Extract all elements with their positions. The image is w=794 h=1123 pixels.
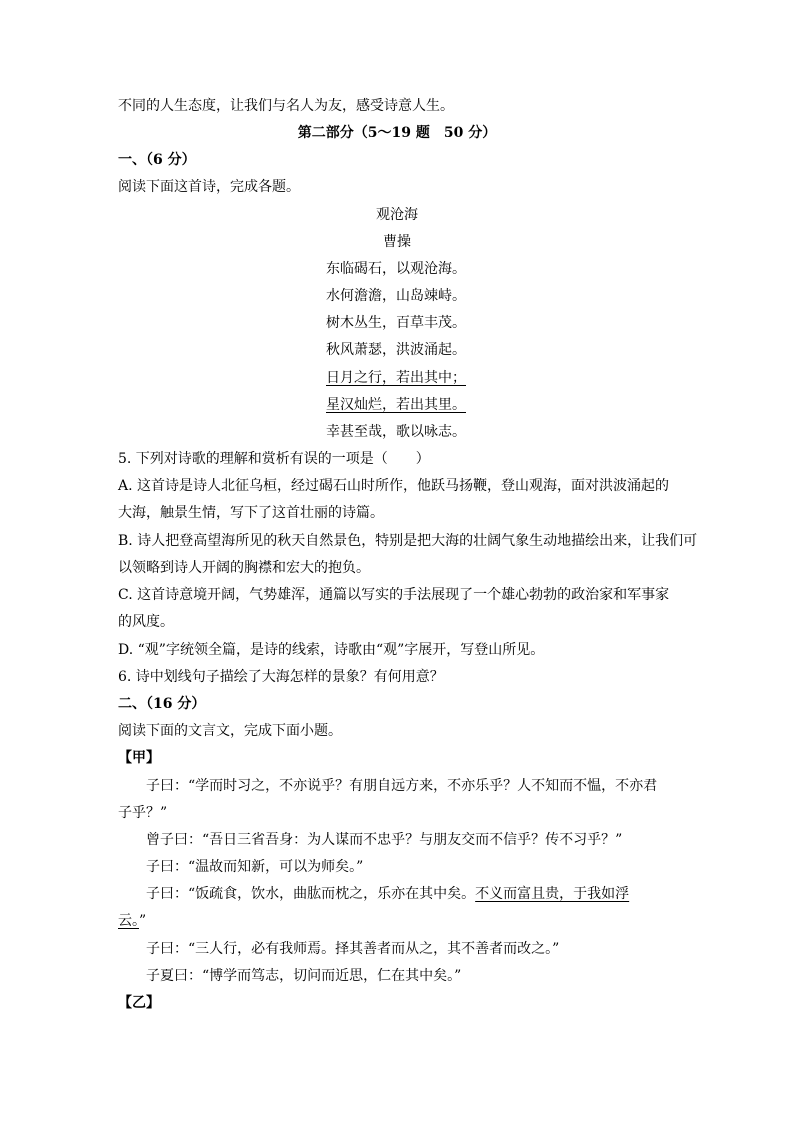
part2-title: 第二部分（5～19 题 50 分）: [297, 125, 497, 141]
classic-text-underlined: 云。: [118, 913, 139, 929]
poem-line: 水何澹澹，山岛竦峙。: [326, 288, 466, 304]
classic-paragraph: 子曰：“三人行，必有我师焉。择其善者而从之，其不善者而改之。”: [146, 941, 560, 957]
poem-line-underlined: 日月之行，若出其中；: [326, 370, 466, 386]
classic-paragraph-cont: [118, 911, 678, 931]
poem-line-underlined: 星汉灿烂，若出其里。: [326, 397, 466, 413]
classic-text-underlined: 不义而富且贵，于我如浮: [475, 886, 630, 902]
question-6: 6. 诗中划线句子描绘了大海怎样的景象？有何用意？: [118, 669, 444, 685]
classic-paragraph: [146, 884, 678, 904]
question-5-option-a: A. 这首诗是诗人北征乌桓，经过碣石山时所作，他跃马扬鞭，登山观海，面对洪波涌起的: [118, 478, 670, 494]
question-5-option-c-cont: 的风度。: [118, 614, 174, 630]
poem-line: 秋风萧瑟，洪波涌起。: [326, 342, 466, 358]
poem-title: 观沧海: [376, 207, 418, 223]
poem-line: 树木丛生，百草丰茂。: [326, 315, 466, 331]
poem-line-underlined-wrap: [326, 395, 626, 415]
poem-author: 曹操: [383, 234, 411, 250]
question-5-option-c: C. 这首诗意境开阔，气势雄浑，通篇以写实的手法展现了一个雄心勃勃的政治家和军事家: [118, 587, 670, 603]
poem-line-underlined-wrap: [326, 368, 626, 388]
jia-label: 【甲】: [118, 750, 160, 766]
poem-line: 幸甚至哉，歌以咏志。: [326, 424, 466, 440]
section2-heading: 二、（16 分）: [118, 696, 206, 712]
yi-label: 【乙】: [118, 995, 160, 1011]
section1-instruction: 阅读下面这首诗，完成各题。: [118, 179, 300, 195]
question-5-option-b-cont: 以领略到诗人开阔的胸襟和宏大的抱负。: [118, 560, 370, 576]
question-5-stem: 5. 下列对诗歌的理解和赏析有误的一项是（ ）: [118, 451, 430, 467]
question-5-option-b: B. 诗人把登高望海所见的秋天自然景色，特别是把大海的壮阔气象生动地描绘出来，让我们可: [118, 533, 698, 549]
section2-instruction: 阅读下面的文言文，完成下面小题。: [118, 723, 342, 739]
question-5-option-a-cont: 大海，触景生情，写下了这首壮丽的诗篇。: [118, 505, 384, 521]
poem-line: 东临碣石，以观沧海。: [326, 261, 466, 277]
classic-paragraph: 曾子曰：“吾日三省吾身：为人谋而不忠乎？与朋友交而不信乎？传不习乎？”: [146, 832, 623, 848]
classic-paragraph: 子夏曰：“博学而笃志，切问而近思，仁在其中矣。”: [146, 968, 462, 984]
classic-text: ”: [139, 913, 147, 929]
intro-text: 不同的人生态度，让我们与名人为友，感受诗意人生。: [118, 98, 454, 114]
classic-paragraph: 子曰：“学而时习之，不亦说乎？有朋自远方来，不亦乐乎？人不知而不愠，不亦君: [146, 778, 658, 794]
question-5-option-d: D. “观”字统领全篇，是诗的线索，诗歌由“观”字展开，写登山所见。: [118, 642, 545, 658]
classic-paragraph-cont: 子乎？”: [118, 805, 168, 821]
classic-paragraph: 子曰：“温故而知新，可以为师矣。”: [146, 859, 364, 875]
section1-heading: 一、（6 分）: [118, 152, 196, 168]
classic-text: 子曰：“饭疏食，饮水，曲肱而枕之，乐亦在其中矣。: [146, 886, 476, 902]
